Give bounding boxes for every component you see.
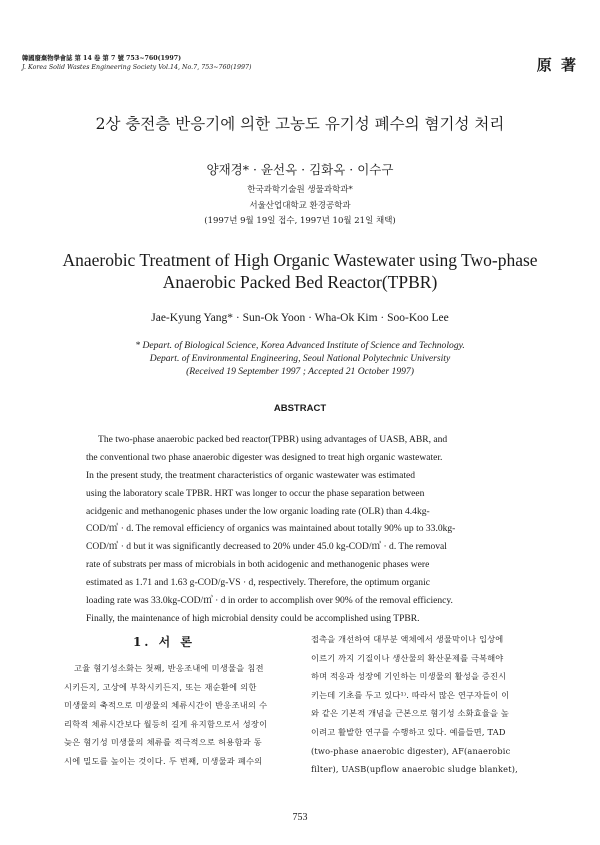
body-line: 이르기 까지 기질이나 생산물의 확산문제를 극복해야 xyxy=(311,652,504,663)
title-english xyxy=(0,249,600,293)
body-line: 접촉을 개선하여 대부분 액체에서 생물막이나 입상에 xyxy=(311,634,504,644)
abstract-line: COD/㎥ · d. The removal efficiency of organics was maintained about totally 90% up to 33.0kg- xyxy=(86,523,456,535)
affiliation-line: 한국과학기술원 생물과학과* xyxy=(247,185,353,195)
journal-citation-korean: 韓國廢棄物學會誌 第 14 卷 第 7 號 753~760(1997) xyxy=(22,55,182,62)
affiliation-line: * Depart. of Biological Science, Korea Advanced Institute of Science and Technology. xyxy=(135,340,465,351)
received-dates-korean: (1997년 9월 19일 접수, 1997년 10월 21일 채택) xyxy=(204,216,396,226)
journal-header xyxy=(22,54,251,72)
abstract-body xyxy=(86,431,518,628)
body-line: filter), UASB(upflow anaerobic sludge blanket), xyxy=(311,764,518,775)
journal-citation-english: J. Korea Solid Wastes Engineering Society Vol.14, No.7, 753~760(1997) xyxy=(22,64,252,71)
body-column-left xyxy=(64,659,290,771)
affiliation-line: 서울산업대학교 환경공학과 xyxy=(249,200,351,211)
authors-korean: 양재경* · 윤선옥 · 김화옥 · 이수구 xyxy=(206,162,394,177)
abstract-line: loading rate was 33.0kg-COD/㎥ · d in order to accomplish over 90% of the removal efficiency. xyxy=(86,595,453,607)
abstract-line: acidgenic and methanogenic phases under the low organic loading rate (OLR) than 4.4kg- xyxy=(86,505,430,517)
title-english-line: Anaerobic Packed Bed Reactor(TPBR) xyxy=(162,272,438,292)
abstract-line: Finally, the maintenance of high microbial density could be accomplished using TPBR. xyxy=(86,612,420,624)
body-line: 미생물의 축적으로 미생물의 체류시간이 반응조내의 수 xyxy=(64,700,268,711)
body-line: 하며 적응과 성장에 기인하는 미생물의 활성을 증진시 xyxy=(311,671,507,682)
body-line: 시에 밀도를 높이는 것이다. 두 번째, 미생물과 폐수의 xyxy=(64,755,263,766)
title-korean: 2상 충전층 반응기에 의한 고농도 유기성 폐수의 혐기성 처리 xyxy=(95,115,505,133)
body-line: 이려고 활발한 연구를 수행하고 있다. 예를들면, TAD xyxy=(311,726,506,737)
page-number: 753 xyxy=(292,812,308,823)
body-column-right xyxy=(311,630,537,779)
abstract-line: COD/㎥ · d but it was significantly decreased to 20% under 45.0 kg-COD/㎥ · d. The removal xyxy=(86,541,447,553)
authors-english: Jae-Kyung Yang* · Sun-Ok Yoon · Wha-Ok Kim · Soo-Koo Lee xyxy=(151,312,449,324)
abstract-line: the conventional two phase anaerobic digester was designed to treat high organic wastewater. xyxy=(86,451,443,463)
body-line: 와 같은 기본적 개념을 근본으로 혐기성 소화효율을 높 xyxy=(311,708,510,719)
affiliations-korean xyxy=(0,183,600,230)
affiliations-english xyxy=(0,339,600,378)
abstract-line: using the laboratory scale TPBR. HRT was longer to occur the phase separation between xyxy=(86,487,425,499)
body-line: 리학적 체류시간보다 월등히 길게 유지함으로서 성장이 xyxy=(64,718,268,729)
abstract-line: In the present study, the treatment characteristics of organic wastewater was estimated xyxy=(86,469,415,481)
article-type-tag: 原 著 xyxy=(536,56,578,74)
abstract-line: estimated as 1.71 and 1.63 g-COD/g-VS · d, respectively. Therefore, the optimum organic xyxy=(86,577,430,589)
body-line: 키는데 기초를 두고 있다¹⁾. 따라서 많은 연구자들이 이 xyxy=(311,689,510,700)
section-heading-introduction: 1. 서 론 xyxy=(132,635,196,649)
abstract-heading: ABSTRACT xyxy=(273,403,327,414)
body-line: 시키든지, 고상에 부착시키든지, 또는 재순환에 의한 xyxy=(64,681,257,692)
abstract-line: The two-phase anaerobic packed bed reactor(TPBR) using advantages of UASB, ABR, and xyxy=(98,434,448,445)
body-line: (two-phase anaerobic digester), AF(anaerobic xyxy=(311,745,511,756)
affiliation-line: Depart. of Environmental Engineering, Seoul National Polytechnic University xyxy=(149,353,451,364)
abstract-line: rate of substrats per mass of microbials in both acidogenic and methanogenic phases were xyxy=(86,559,430,571)
body-line: 늦은 혐기성 미생물의 체류를 적극적으로 허용함과 동 xyxy=(64,737,263,748)
body-line: 고율 혐기성소화는 첫째, 반응조내에 미생물을 침전 xyxy=(74,663,264,673)
title-english-line: Anaerobic Treatment of High Organic Wastewater using Two-phase xyxy=(62,250,538,270)
received-dates-english: (Received 19 September 1997 ; Accepted 21 October 1997) xyxy=(186,366,414,377)
